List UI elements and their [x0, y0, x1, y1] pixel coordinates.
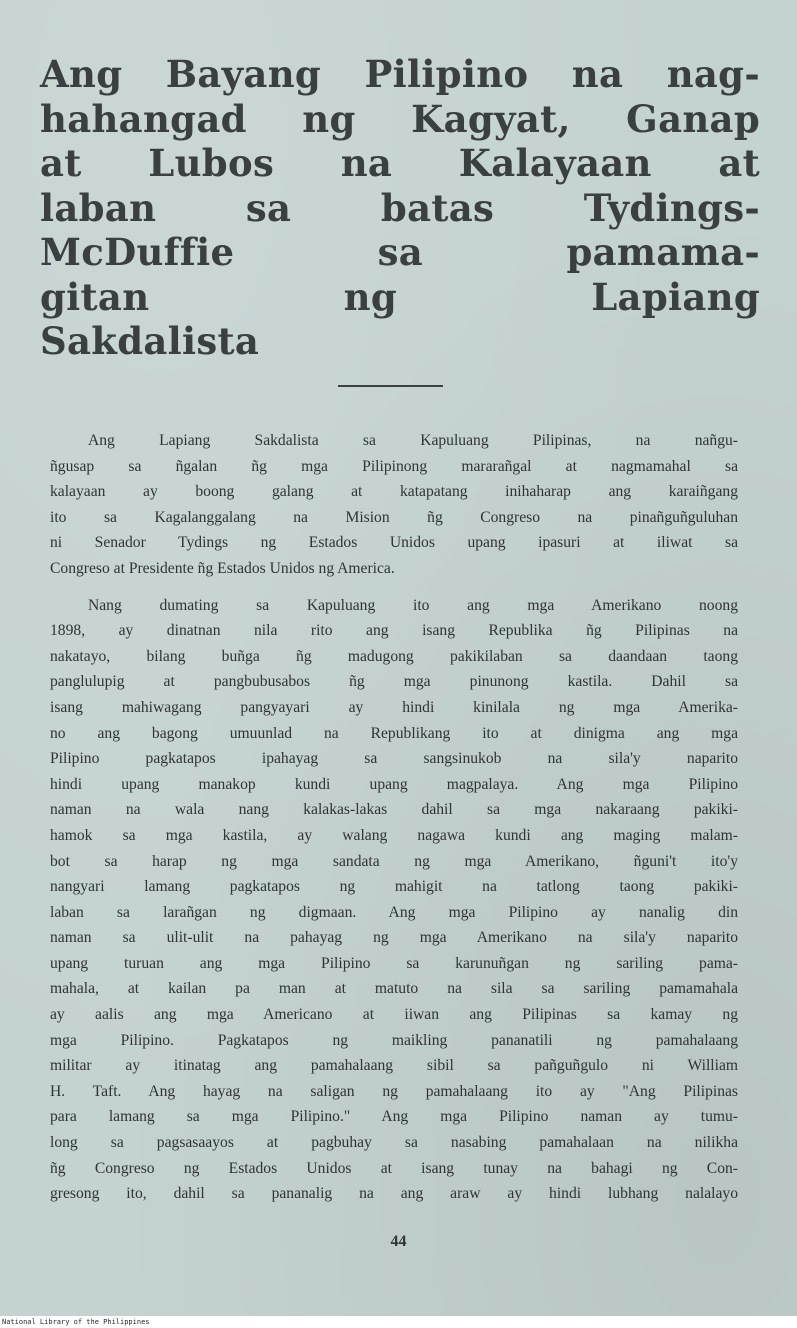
title-line: hahangad ng Kagyat, Ganap [40, 96, 760, 141]
title-divider [338, 385, 443, 387]
text-line: panglulupig at pangbubusabos ñg mga pinunong kastila. Dahil sa [50, 673, 738, 691]
title-line: at Lubos na Kalayaan at [40, 141, 760, 185]
text-line: naman sa ulit-ulit na pahayag ng mga Amerikano na sila'y naparito [50, 929, 738, 947]
text-line: 1898, ay dinatnan nila rito ang isang Republika ñg Pilipinas na [50, 622, 738, 640]
text-line: mahala, at kailan pa man at matuto na sila sa sariling pamamahala [50, 980, 738, 998]
text-line: Congreso at Presidente ñg Estados Unidos ng America. [50, 559, 395, 577]
text-line: upang turuan ang mga Pilipino sa karunuñgan ng sariling pama- [50, 954, 738, 972]
text-line: bot sa harap ng mga sandata ng mga Amerikano, ñguni't ito'y [50, 852, 738, 870]
text-line: kalayaan ay boong galang at katapatang inihaharap ang karaiñgang [50, 483, 738, 501]
page-title [40, 52, 760, 364]
text-line: no ang bagong umuunlad na Republikang ito at dinigma ang mga [50, 724, 738, 742]
text-line: para lamang sa mga Pilipino." Ang mga Pilipino naman ay tumu- [50, 1108, 738, 1126]
text-line: ñg Congreso ng Estados Unidos at isang tunay na bahagi ng Con- [50, 1159, 738, 1177]
text-line: Pilipino pagkatapos ipahayag sa sangsinukob na sila'y naparito [50, 750, 738, 768]
text-line: naman na wala nang kalakas-lakas dahil sa mga nakaraang pakiki- [50, 801, 738, 819]
text-line: H. Taft. Ang hayag na saligan ng pamahalaang ito ay "Ang Pilipinas [50, 1082, 738, 1100]
title-line: Sakdalista [40, 319, 260, 363]
text-line: nangyari lamang pagkatapos ng mahigit na tatlong taong pakiki- [50, 878, 738, 896]
text-line: laban sa larañgan ng digmaan. Ang mga Pilipino ay nanalig din [50, 903, 738, 921]
paragraph-1 [50, 428, 738, 582]
title-line: Ang Bayang Pilipino na nag- [40, 52, 760, 96]
text-line: isang mahiwagang pangyayari ay hindi kinilala ng mga Amerika- [50, 698, 738, 716]
text-line: hamok sa mga kastila, ay walang nagawa kundi ang maging malam- [50, 826, 738, 844]
text-line: nakatayo, bilang buñga ñg madugong pakikilaban sa daandaan taong [50, 647, 738, 665]
text-line: militar ay itinatag ang pamahalaang sibil sa pañguñgulo ni William [50, 1057, 738, 1075]
text-line: ñgusap sa ñgalan ñg mga Pilipinong mararañgal at nagmamahal sa [50, 457, 738, 475]
text-line: mga Pilipino. Pagkatapos ng maikling pananatili ng pamahalaang [50, 1031, 738, 1049]
text-line: Ang Lapiang Sakdalista sa Kapuluang Pilipinas, na nañgu- [88, 432, 738, 449]
page-number: 44 [390, 1233, 407, 1250]
title-line: laban sa batas Tydings- [40, 185, 760, 230]
text-line: ni Senador Tydings ng Estados Unidos upang ipasuri at iliwat sa [50, 534, 738, 552]
text-line: long sa pagsasaayos at pagbuhay sa nasabing pamahalaan na nilikha [50, 1134, 738, 1152]
text-line: ay aalis ang mga Americano at iiwan ang Pilipinas sa kamay ng [50, 1006, 738, 1024]
title-line: McDuffie sa pamama- [40, 230, 760, 274]
title-line: gitan ng Lapiang [40, 274, 760, 319]
text-line: hindi upang manakop kundi upang magpalaya. Ang mga Pilipino [50, 775, 738, 793]
text-line: Nang dumating sa Kapuluang ito ang mga Amerikano noong [88, 596, 738, 614]
text-line: ito sa Kagalanggalang na Mision ñg Congreso na pinañguñguluhan [50, 508, 738, 526]
text-line: gresong ito, dahil sa pananalig na ang araw ay hindi lubhang nalalayo [50, 1185, 738, 1203]
paragraph-2 [50, 593, 738, 1207]
footer-credit: National Library of the Philippines [2, 1318, 150, 1326]
body-text [50, 428, 738, 1207]
